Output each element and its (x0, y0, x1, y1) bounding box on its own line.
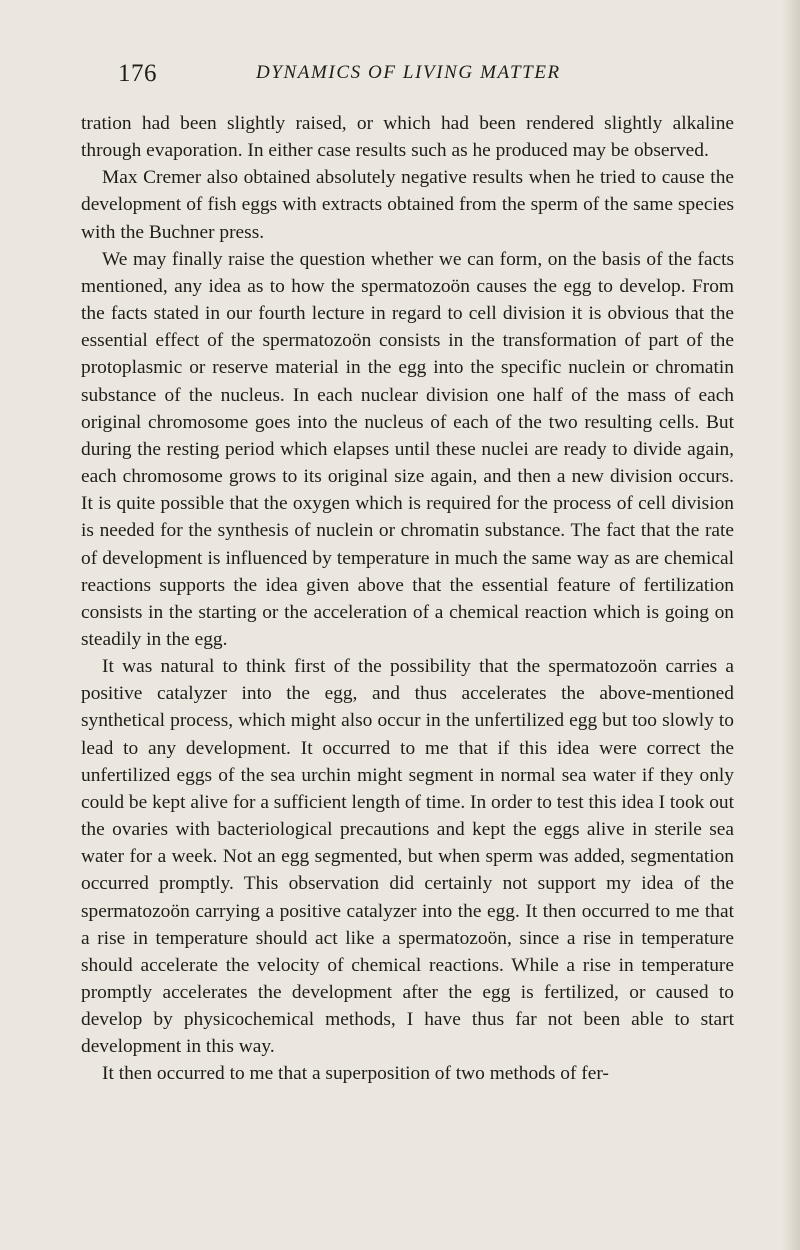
body-text (81, 110, 734, 1088)
paragraph-5: It then occurred to me that a superposition of two methods of fer- (102, 1063, 609, 1085)
running-head (118, 60, 738, 90)
paragraph-4: It was natural to think first of the possibility that the spermatozoön carries a positive catalyzer into the egg, and thus accelerates the above-mentioned synthetical process, which might also occur in the unfertilized egg but too slowly to lead to any development. It occurred to me that if this idea were correct the unfertilized eggs of the sea urchin might segment in normal sea water if they only could be kept alive for a sufficient length of time. In order to test this idea I took out the ovaries with bacteriological precautions and kept the eggs alive in sterile sea water for a week. Not an egg segmented, but when sperm was added, segmentation occurred promptly. This observation did certainly not support my idea of the spermatozoön carrying a positive catalyzer into the egg. It then occurred to me that a rise in temperature should act like a spermatozoön, since a rise in temperature should accelerate the velocity of chemical reactions. While a rise in temperature promptly accelerates the development after the egg is fertilized, or caused to develop by physicochemical methods, I have thus far not been able to start development in this way. (81, 656, 734, 1058)
page-edge-shadow (782, 0, 800, 1250)
paragraph-3: We may finally raise the question whether we can form, on the basis of the facts mentioned, any idea as to how the spermatozoön causes the egg to develop. From the facts stated in our fourth lecture in regard to cell division it is obvious that the essential effect of the spermatozoön consists in the transformation of part of the protoplasmic or reserve material in the egg into the specific nuclein or chromatin substance of the nucleus. In each nuclear division one half of the mass of each original chromosome goes into the nucleus of each of the two resulting cells. But during the resting period which elapses until these nuclei are ready to divide again, each chromosome grows to its original size again, and then a new division occurs. It is quite possible that the oxygen which is required for the process of cell division is needed for the synthesis of nuclein or chromatin substance. The fact that the rate of development is influenced by temperature in much the same way as are chemical reactions supports the idea given above that the essential feature of fertilization consists in the starting or the acceleration of a chemical reaction which is going on steadily in the egg. (81, 248, 734, 650)
paragraph-2: Max Cremer also obtained absolutely negative results when he tried to cause the development of fish eggs with extracts obtained from the sperm of the same species with the Buchner press. (81, 167, 734, 243)
paragraph-1-continued: tration had been slightly raised, or which had been rendered slightly alkaline through evaporation. In either case results such as he produced may be observed. (81, 113, 734, 162)
page-number: 176 (118, 60, 157, 87)
running-title: DYNAMICS OF LIVING MATTER (256, 62, 561, 83)
